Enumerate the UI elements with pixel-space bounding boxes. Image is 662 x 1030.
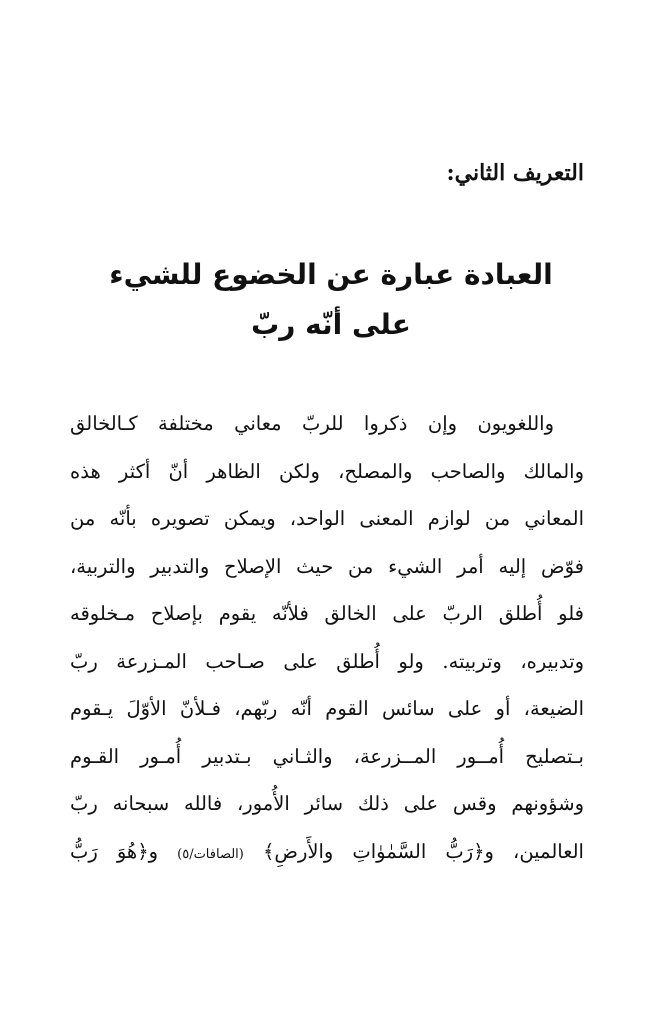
body-line: وتدبيره، وتربيته. ولو أُطلق على صـاحب المـزرعة ربّ	[70, 649, 584, 673]
quran-verse-text: العالمين، و﴿رَبُّ السَّمٰوٰاتِ والأَرضِ﴾	[262, 839, 584, 863]
body-line-last	[70, 828, 584, 876]
body-line: فلو أُطلق الربّ على الخالق فلأنّه يقوم بإصلاح مـخلوقه	[70, 602, 584, 625]
chapter-title	[0, 250, 662, 350]
body-line: والمالك والصاحب والمصلح، ولكن الظاهر أنّ أكثر هذه	[70, 459, 584, 483]
body-paragraph	[70, 400, 584, 875]
body-line: الضيعة، أو على سائس القوم أنّه ربّهم، فـلأنّ الأوّلَ يـقوم	[70, 697, 584, 720]
body-line: وشؤونهم وقس على ذلك سائر الأُمور، فالله سبحانه ربّ	[70, 792, 584, 815]
body-line: فوّض إليه أمر الشيء من حيث الإصلاح والتدبير والتربية،	[70, 554, 584, 578]
body-line: واللغويون وإن ذكروا للربّ معاني مختلفة كـالخالق	[70, 412, 554, 435]
quran-verse-text-continued: و﴿هُوَ رَبُّ	[70, 839, 159, 863]
verse-reference: (الصافات/٥)	[177, 846, 244, 862]
body-line: بـتصليح أُمــور المــزرعة، والثـاني بـتدبير أُمـور القـوم	[70, 744, 584, 768]
title-line-2: على أنّه ربّ	[251, 308, 411, 341]
body-line: المعاني من لوازم المعنى الواحد، ويمكن تصويره بأنّه من	[70, 507, 584, 530]
title-line-1: العبادة عبارة عن الخضوع للشيء	[109, 258, 553, 291]
section-heading: التعريف الثاني:	[446, 160, 584, 186]
